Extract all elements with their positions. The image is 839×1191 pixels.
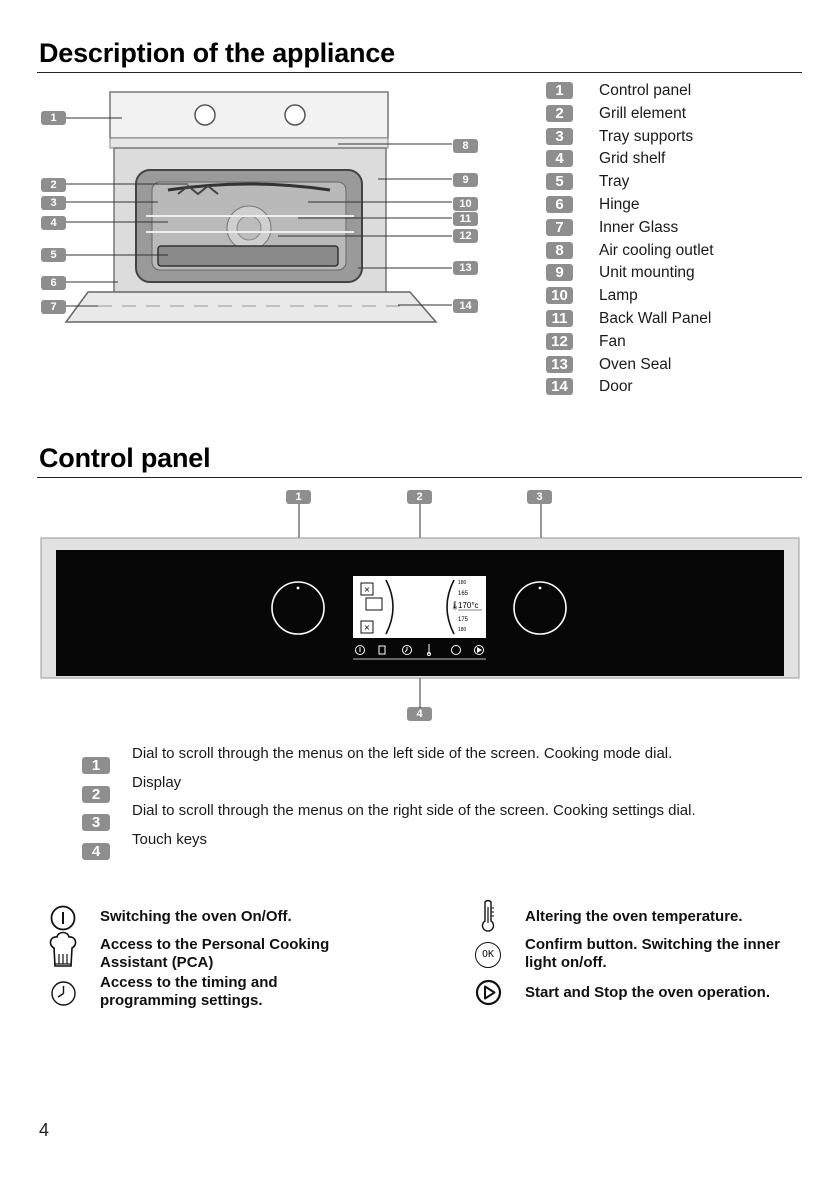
- panel-desc-badge: 1: [82, 757, 110, 774]
- key-description-line: Access to the Personal Cooking: [100, 936, 330, 953]
- display-temp-1: 180: [458, 580, 467, 586]
- legend-label: Door: [599, 378, 633, 396]
- legend-number-badge: 12: [546, 333, 573, 350]
- legend-label: Oven Seal: [599, 355, 672, 373]
- legend-number-badge: 7: [546, 219, 573, 236]
- oven-callout-4: 4: [41, 216, 66, 230]
- svg-text:×: ×: [363, 623, 371, 632]
- thermometer-icon: [480, 899, 496, 933]
- panel-desc-text: Display: [132, 774, 182, 791]
- legend-number-badge: 9: [546, 264, 573, 281]
- legend-label: Grill element: [599, 104, 686, 122]
- legend-label: Fan: [599, 332, 626, 350]
- key-description-line: Altering the oven temperature.: [525, 908, 743, 925]
- legend-label: Tray supports: [599, 127, 694, 145]
- key-description-line: Assistant (PCA): [100, 954, 214, 971]
- section-title-appliance: Description of the appliance: [39, 38, 395, 68]
- panel-desc-badge: 2: [82, 786, 110, 803]
- oven-callout-8: 8: [453, 139, 478, 153]
- display-temp-current: 170°c: [458, 601, 479, 610]
- legend-number-badge: 5: [546, 173, 573, 190]
- key-description-line: light on/off.: [525, 954, 607, 971]
- oven-callout-3: 3: [41, 196, 66, 210]
- oven-illustration: [38, 86, 488, 328]
- legend-label: Unit mounting: [599, 264, 695, 282]
- legend-number-badge: 4: [546, 150, 573, 167]
- legend-label: Grid shelf: [599, 150, 666, 168]
- control-panel-illustration: [40, 504, 800, 714]
- oven-callout-11: 11: [453, 212, 478, 226]
- display-temp-2: 165: [458, 591, 469, 597]
- key-description-line: Switching the oven On/Off.: [100, 908, 292, 925]
- oven-callout-9: 9: [453, 173, 478, 187]
- legend-number-badge: 1: [546, 82, 573, 99]
- key-description-line: Confirm button. Switching the inner: [525, 936, 780, 953]
- svg-text:×: ×: [363, 585, 371, 594]
- panel-callout-3: 3: [527, 490, 552, 504]
- display-temp-4: 175: [458, 617, 469, 623]
- oven-callout-7: 7: [41, 300, 66, 314]
- legend-number-badge: 6: [546, 196, 573, 213]
- legend-number-badge: 10: [546, 287, 573, 304]
- legend-label: Air cooling outlet: [599, 241, 714, 259]
- legend-number-badge: 13: [546, 356, 573, 373]
- oven-callout-5: 5: [41, 248, 66, 262]
- panel-desc-text: Dial to scroll through the menus on the right side of the screen. Cooking settings dial.: [132, 802, 696, 819]
- ok-icon: OK: [475, 942, 501, 968]
- oven-callout-1: 1: [41, 111, 66, 125]
- oven-callout-12: 12: [453, 229, 478, 243]
- panel-desc-badge: 4: [82, 843, 110, 860]
- panel-desc-badge: 3: [82, 814, 110, 831]
- oven-callout-6: 6: [41, 276, 66, 290]
- legend-number-badge: 14: [546, 378, 573, 395]
- play-icon: [475, 979, 502, 1006]
- display-temp-5: 180: [458, 627, 467, 633]
- title-rule-2: [37, 477, 802, 478]
- panel-desc-text: Touch keys: [132, 831, 208, 848]
- oven-callout-14: 14: [453, 299, 478, 313]
- chef-hat-icon: [48, 930, 78, 970]
- power-icon: [50, 905, 76, 931]
- oven-callout-2: 2: [41, 178, 66, 192]
- legend-number-badge: 2: [546, 105, 573, 122]
- legend-number-badge: 8: [546, 242, 573, 259]
- section-title-control-panel: Control panel: [39, 443, 211, 473]
- panel-callout-4: 4: [407, 707, 432, 721]
- legend-number-badge: 3: [546, 128, 573, 145]
- panel-callout-1: 1: [286, 490, 311, 504]
- key-description-line: Start and Stop the oven operation.: [525, 984, 771, 1001]
- clock-icon: [50, 980, 77, 1007]
- legend-label: Inner Glass: [599, 218, 679, 236]
- key-description-line: Access to the timing and: [100, 974, 278, 991]
- legend-label: Back Wall Panel: [599, 310, 712, 327]
- oven-callout-13: 13: [453, 261, 478, 275]
- panel-desc-text: Dial to scroll through the menus on the left side of the screen. Cooking mode dial.: [132, 745, 673, 762]
- legend-label: Lamp: [599, 287, 638, 305]
- legend-number-badge: 11: [546, 310, 573, 327]
- legend-label: Hinge: [599, 196, 640, 213]
- key-description-line: programming settings.: [100, 992, 263, 1009]
- oven-callout-10: 10: [453, 197, 478, 211]
- title-rule: [37, 72, 802, 73]
- legend-label: Control panel: [599, 82, 692, 99]
- page-number: 4: [39, 1120, 50, 1140]
- svg-text:🌡: 🌡: [450, 601, 461, 610]
- legend-label: Tray: [599, 173, 630, 191]
- panel-callout-2: 2: [407, 490, 432, 504]
